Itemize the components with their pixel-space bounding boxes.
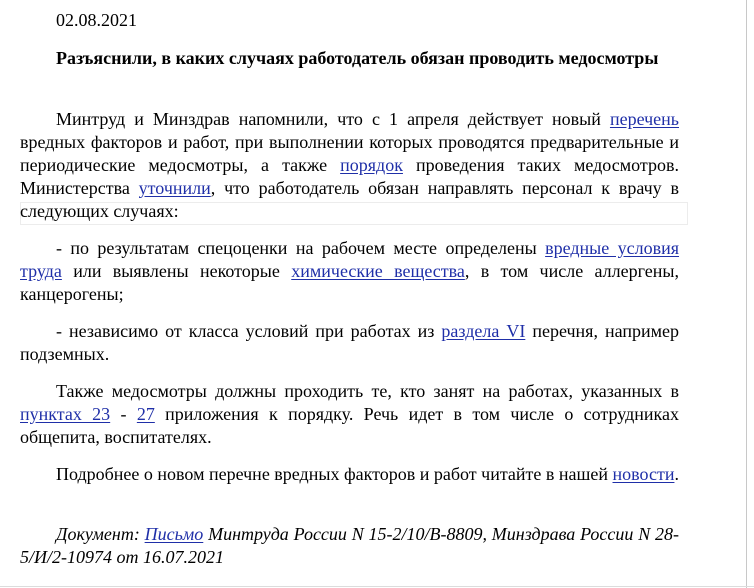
paragraph-case-1 (20, 237, 679, 306)
link-punkt-27[interactable]: 27 (136, 404, 155, 424)
additional-text-2: приложения к порядку. Речь идет в том числе о сотрудниках общепита, воспитателях. (20, 404, 680, 447)
paragraph-intro (20, 108, 679, 223)
intro-text-2: вредных факторов и работ, при выполнении которых проводятся предварительные и периодические медосмотры, а также (20, 132, 679, 175)
paragraph-more-info (20, 463, 679, 486)
more-info-text-2: . (674, 464, 679, 484)
page-bottom-border (0, 586, 754, 587)
case1-text-1: - по результатам спецоценки на рабочем месте определены (56, 238, 546, 258)
additional-text-1: Также медосмотры должны проходить те, кто занят на работах, указанных в (56, 381, 679, 401)
article-title: Разъяснили, в каких случаях работодатель обязан проводить медосмотры (56, 48, 659, 68)
intro-text-4: , что работодатель обязан направлять персонал к врачу в следующих случаях: (20, 178, 679, 221)
intro-text-1: Минтруд и Минздрав напомнили, что с 1 апреля действует новый (56, 109, 610, 129)
link-poryadok[interactable]: порядок (340, 155, 403, 175)
link-khimicheskie-veshchestva[interactable]: химические вещества (291, 261, 465, 281)
link-vrednye-usloviya[interactable]: вредные условия труда (20, 238, 680, 281)
link-pismo[interactable]: Письмо (144, 524, 204, 544)
reference-text: Минтруда России N 15-2/10/В-8809, Минздрава России N 28-5/И/2-10974 от 16.07.2021 (20, 524, 679, 567)
additional-dash: - (110, 404, 137, 424)
case1-text-2: или выявлены некоторые (61, 261, 292, 281)
link-razdel-vi[interactable]: раздела VI (441, 321, 526, 341)
paragraph-case-2 (20, 320, 679, 366)
link-novosti[interactable]: новости (612, 464, 675, 484)
paragraph-additional (20, 380, 679, 449)
case1-text-3: , в том числе аллергены, канцерогены; (20, 261, 680, 304)
more-info-text-1: Подробнее о новом перечне вредных факторов и работ читайте в нашей (56, 464, 613, 484)
link-punkty-23[interactable]: пунктах 23 (20, 404, 111, 424)
link-utochnili[interactable]: уточнили (138, 178, 211, 198)
page-right-border (746, 0, 747, 588)
case2-text-1: - независимо от класса условий при работах из (56, 321, 442, 341)
publication-date: 02.08.2021 (56, 10, 137, 30)
reference-label: Документ: (56, 524, 145, 544)
link-perechen[interactable]: перечень (609, 109, 679, 129)
case2-text-2: перечня, например подземных. (20, 321, 680, 364)
document-reference (20, 523, 679, 569)
intro-text-3: проведения таких медосмотров. Министерства (20, 155, 679, 198)
